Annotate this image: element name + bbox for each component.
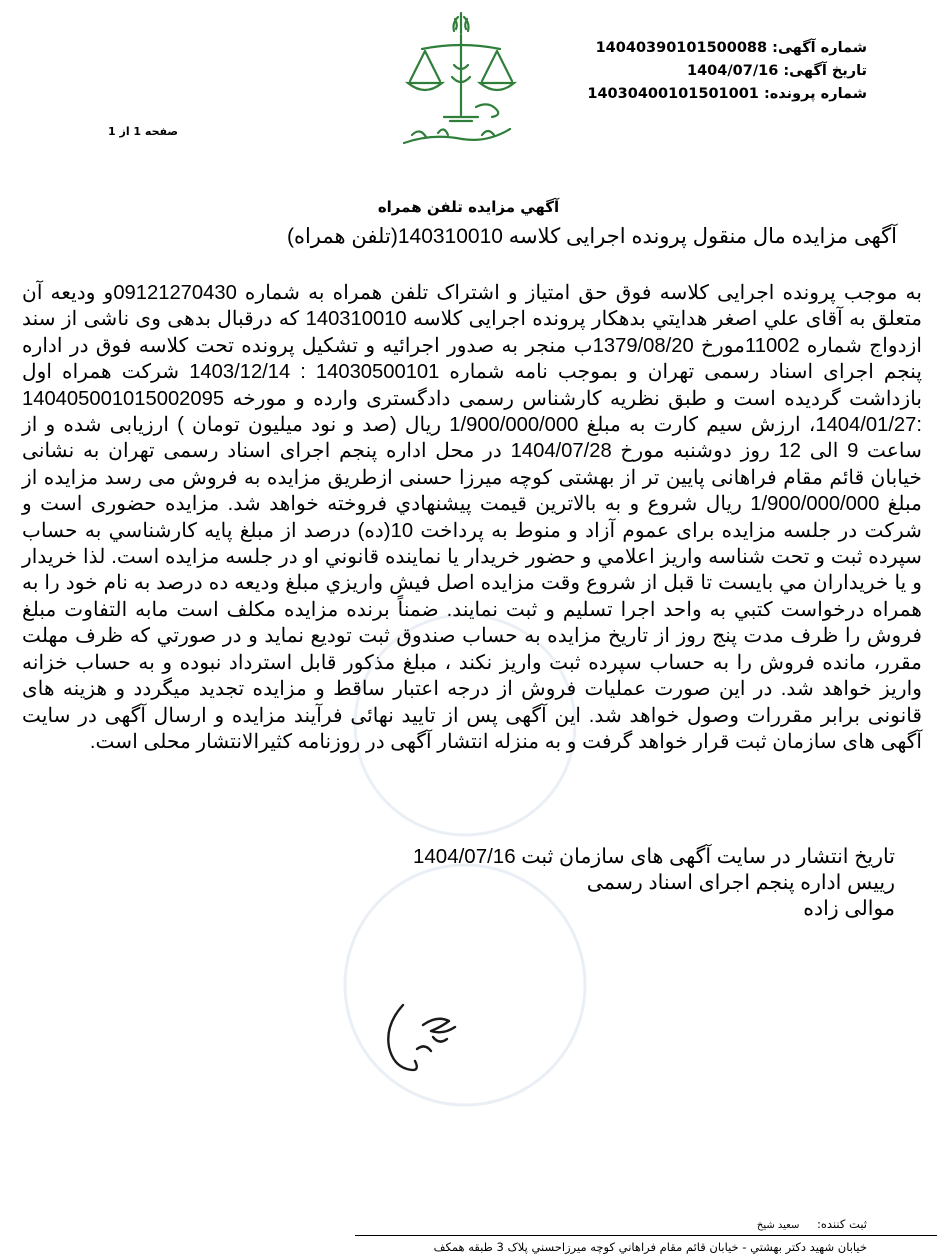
page-number: صفحه 1 از 1 — [108, 125, 179, 138]
file-number-label: شماره پرونده: — [763, 86, 867, 102]
ad-number-line — [596, 40, 867, 56]
notice-body: به موجب پرونده اجرايی کلاسه فوق حق امتياز و اشتراک تلفن همراه به شماره 09121270430و وديعه آن متعلق به آقای علي اصغر هدايتي بدهکار پرونده اجرايی کلاسه 140310010 که درقبال بدهی وی ناشی از سند ازدواج شماره 11002مورخ 1379/08/20ب منجر به صدور اجرائيه و تشکيل پرونده تحت کلاسه فوق در اداره پنجم اجرای اسناد رسمی تهران و بموجب نامه شماره 14030500101 : 1403/12/14 شرکت همراه اول بازداشت گرديده است و طبق نظريه کارشناس رسمی دادگستری وارده و مورخه 140405001015002095 :1404/01/27، ارزش سيم کارت به مبلغ 1/900/000/000 ريال (صد و نود ميليون تومان ) ارزيابی شده و از ساعت 9 الی 12 روز دوشنبه مورخ 1404/07/28 در محل اداره پنجم اجرای اسناد رسمی تهران به نشانی خيابان قائم مقام فراهانی پايين تر از بهشتی کوچه ميرزا حسنی ازطريق مزايده به فروش می رسد مزايده از مبلغ 1/900/000/000 ريال شروع و به بالاترين قيمت پيشنهادي فروخته خواهد شد. مزايده حضوری است و شرکت در جلسه مزايده برای عموم آزاد و منوط به پرداخت 10(ده) درصد از مبلغ پايه کارشناسي به حساب سپرده ثبت و تحت شناسه واريز اعلامي و حضور خريدار يا نماينده قانوني او در جلسه مزايده است. لذا خريدار و يا خريداران مي بايست تا قبل از شروع وقت مزايده اصل فيش واريزي مبلغ وديعه ده درصد به نام خود را به همراه درخواست کتبي به واحد اجرا تسليم و ثبت نمايند. ضمناً برنده مزايده مکلف است مابه التفاوت مبلغ فروش را ظرف مدت پنج روز از تاريخ مزايده به حساب صندوق ثبت توديع نمايد و در صورتي که ظرف مهلت مقرر، مانده فروش را به حساب سپرده ثبت واريز نکند ، مبلغ مذکور قابل استرداد نبوده و به حساب خزانه واريز خواهد شد. در اين صورت عمليات فروش از درجه اعتبار ساقط و مزايده تجديد ميگردد و هزينه های قانونی برابر مقررات وصول خواهد شد. اين آگهی پس از تاييد نهائی فرآيند مزايده و ارسال آگهی در سايت آگهی های سازمان ثبت قرار خواهد گرفت و به منزله انتشار آگهی در روزنامه کثيرالانتشار محلی است. — [22, 282, 923, 753]
ad-date-line — [687, 63, 867, 79]
registrar-label: ثبت کننده: — [817, 1217, 867, 1231]
judiciary-emblem-logo — [392, 5, 530, 155]
handwritten-signature — [345, 965, 495, 1095]
notice-title: آگهي مزایده تلفن همراه — [377, 198, 560, 216]
file-number-line — [587, 86, 867, 102]
signature-block — [413, 844, 895, 922]
file-number-value: 14030400101501001 — [587, 86, 759, 102]
signer-name: موالی زاده — [803, 897, 895, 920]
signer-role: ریيس اداره پنجم اجرای اسناد رسمی — [586, 871, 895, 894]
registrar-name: سعید شیخ — [756, 1220, 800, 1231]
publish-date-line: تاریخ انتشار در سایت آگهی های سازمان ثبت 1404/07/16 — [413, 845, 895, 868]
ad-date-value: 1404/07/16 — [687, 63, 779, 79]
registrar-line — [757, 1217, 867, 1231]
ad-number-value: 14040390101500088 — [595, 40, 768, 56]
footer-divider — [355, 1235, 937, 1236]
footer-address: خيابان شهيد دکتر بهشتي - خيابان قائم مقام فراهاني کوچه ميرزاحسني پلاک 3 طبقه همکف — [433, 1240, 867, 1254]
notice-subtitle: آگهی مزایده مال منقول پرونده اجرایی کلاسه 140310010(تلفن همراه) — [286, 225, 897, 248]
ad-date-label: تاریخ آگهی: — [783, 63, 867, 79]
ad-number-label: شماره آگهی: — [772, 40, 867, 56]
